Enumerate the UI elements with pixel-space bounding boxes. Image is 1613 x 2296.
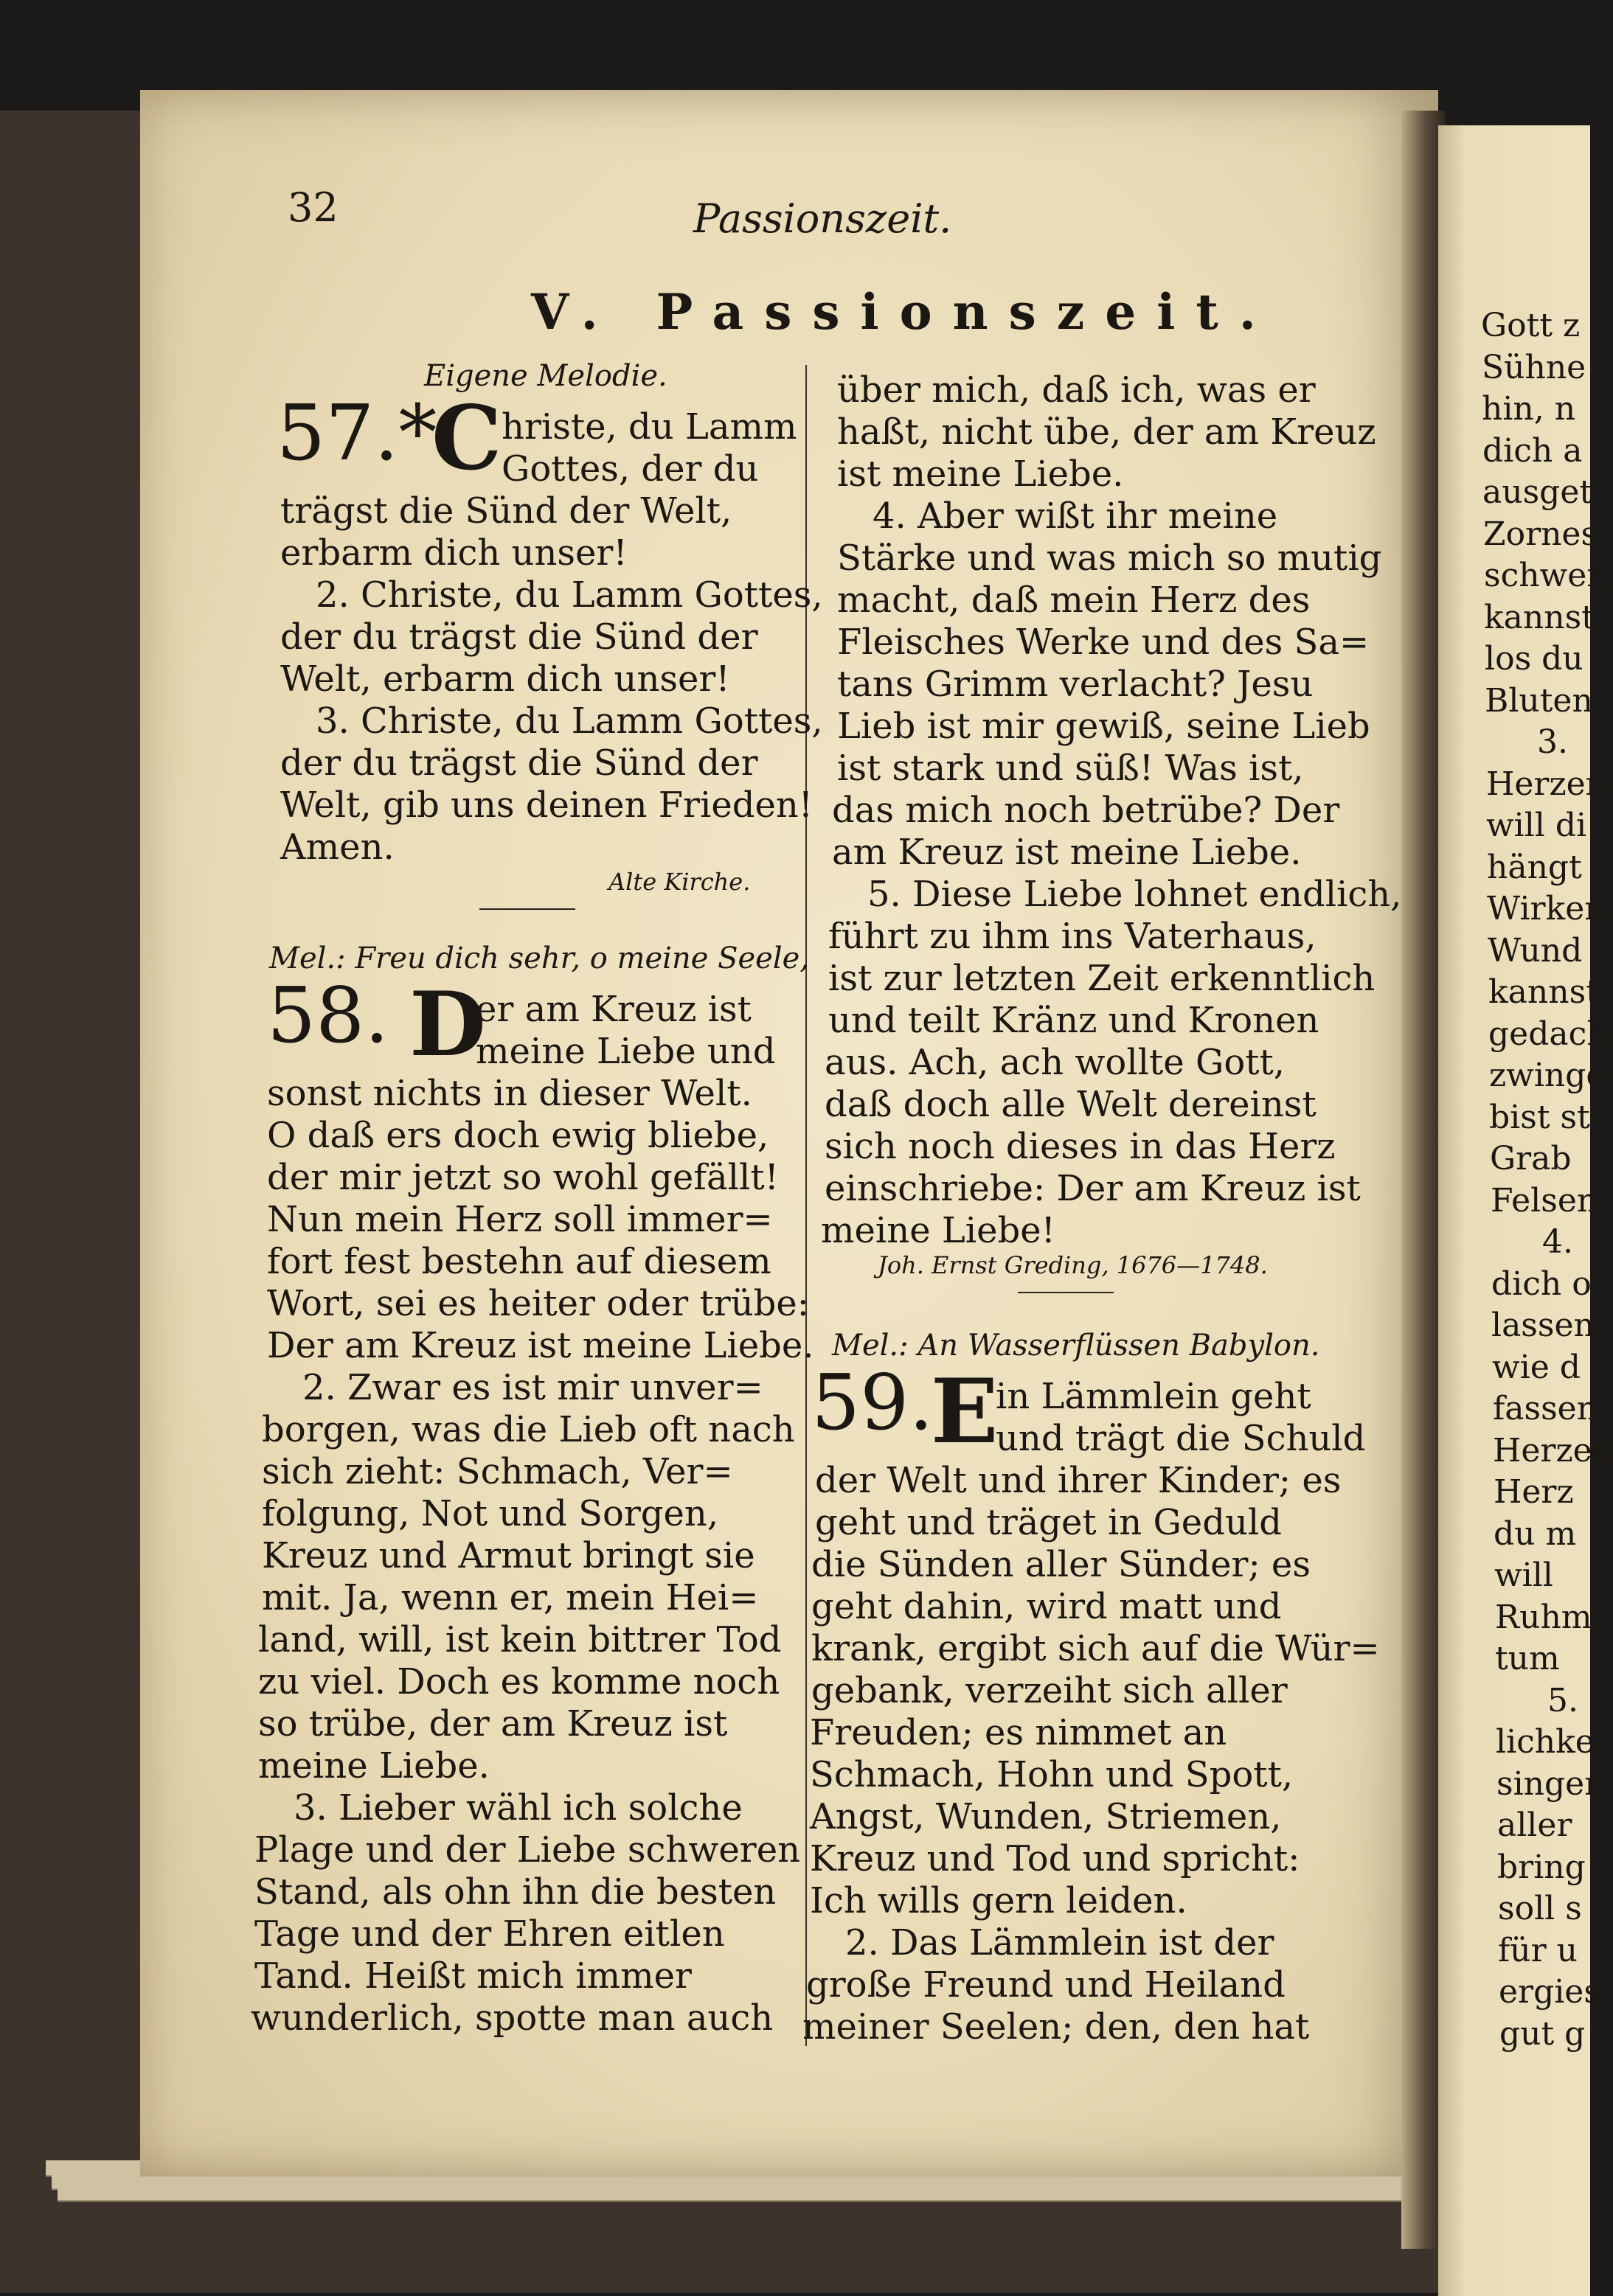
verse-line: sich zieht: Schmach, Ver= xyxy=(262,1451,733,1492)
verse-line: ist stark und süß! Was ist, xyxy=(837,748,1304,789)
facing-page-line: Ruhm xyxy=(1495,1598,1592,1636)
melody-note: Mel.: Freu dich sehr, o meine Seele, xyxy=(269,942,810,975)
facing-page-line: Zornes xyxy=(1483,515,1598,553)
facing-page-line: für u xyxy=(1498,1932,1578,1969)
melody-note: Eigene Melodie. xyxy=(424,359,667,393)
facing-page-line: fassen. xyxy=(1493,1390,1609,1427)
verse-line: Freuden; es nimmet an xyxy=(810,1712,1227,1753)
page-edge xyxy=(58,2188,1444,2202)
facing-page-line: 4. xyxy=(1542,1223,1573,1261)
facing-page-line: soll s xyxy=(1498,1890,1582,1927)
verse-line: große Freund und Heiland xyxy=(806,1964,1286,2005)
verse-line: ist meine Liebe. xyxy=(837,453,1124,495)
facing-page-line: Herzen xyxy=(1493,1432,1613,1469)
verse-line: 5. Diese Liebe lohnet endlich, xyxy=(867,874,1402,915)
verse-line: erbarm dich unser! xyxy=(280,532,628,574)
facing-page-line: Herz xyxy=(1494,1473,1574,1511)
separator-rule xyxy=(479,908,575,910)
verse-line: haßt, nicht übe, der am Kreuz xyxy=(837,411,1376,453)
melody-note: Mel.: An Wasserflüssen Babylon. xyxy=(832,1329,1320,1363)
verse-line: die Sünden aller Sünder; es xyxy=(811,1544,1311,1585)
page-number: 32 xyxy=(288,184,339,231)
hymn-number: 57.* xyxy=(277,388,437,478)
section-title: V. Passionszeit. xyxy=(531,283,1277,341)
facing-page-line: ergies xyxy=(1499,1973,1600,2011)
verse-line: 3. Christe, du Lamm Gottes, xyxy=(316,700,823,742)
verse-line: O daß ers doch ewig bliebe, xyxy=(267,1115,769,1156)
verse-line: er am Kreuz ist xyxy=(476,989,752,1030)
verse-line: Angst, Wunden, Striemen, xyxy=(810,1796,1282,1837)
facing-page-line: will di xyxy=(1486,807,1587,844)
facing-page-line: lassen xyxy=(1491,1307,1595,1344)
facing-page-line: will xyxy=(1494,1556,1553,1594)
verse-line: 2. Das Lämmlein ist der xyxy=(845,1922,1274,1963)
attribution: Alte Kirche. xyxy=(608,868,751,896)
verse-line: Plage und der Liebe schweren xyxy=(254,1829,801,1871)
verse-line: Gottes, der du xyxy=(502,448,759,490)
facing-page-line: hängt xyxy=(1487,849,1582,886)
verse-line: folgung, Not und Sorgen, xyxy=(262,1493,719,1534)
verse-line: Stand, als ohn ihn die besten xyxy=(254,1871,777,1913)
hymn-number: 59. xyxy=(811,1357,934,1447)
attribution: Joh. Ernst Greding, 1676—1748. xyxy=(878,1251,1268,1279)
verse-line: Welt, erbarm dich unser! xyxy=(280,658,730,700)
facing-page-line: lichkei xyxy=(1496,1723,1605,1761)
verse-line: der Welt und ihrer Kinder; es xyxy=(815,1460,1342,1501)
facing-page-line: dich a xyxy=(1482,432,1583,470)
facing-page-line: 3. xyxy=(1537,723,1568,761)
verse-line: mit. Ja, wenn er, mein Hei= xyxy=(262,1577,759,1618)
verse-line: 2. Zwar es ist mir unver= xyxy=(302,1367,763,1408)
facing-page-line: Wund xyxy=(1488,932,1583,970)
facing-page-line: 5. xyxy=(1547,1682,1578,1719)
verse-line: ist zur letzten Zeit erkenntlich xyxy=(828,958,1376,999)
verse-line: aus. Ach, ach wollte Gott, xyxy=(825,1042,1286,1083)
verse-line: meine Liebe und xyxy=(476,1031,776,1072)
facing-page-line: Sühne xyxy=(1482,349,1586,386)
facing-page-line: schwer, xyxy=(1484,557,1609,594)
verse-line: Amen. xyxy=(280,827,395,868)
facing-page-line: du m xyxy=(1494,1515,1577,1553)
verse-line: über mich, daß ich, was er xyxy=(837,369,1316,411)
verse-line: Kreuz und Tod und spricht: xyxy=(810,1838,1300,1879)
verse-line: Ich wills gern leiden. xyxy=(810,1880,1187,1921)
verse-line: daß doch alle Welt dereinst xyxy=(825,1084,1317,1125)
verse-line: borgen, was die Lieb oft nach xyxy=(262,1409,795,1450)
drop-cap: E xyxy=(931,1360,999,1464)
facing-page-line: singen xyxy=(1496,1765,1606,1803)
verse-line: 4. Aber wißt ihr meine xyxy=(873,495,1278,537)
verse-line: Kreuz und Armut bringt sie xyxy=(262,1535,755,1576)
facing-page-line: wie d xyxy=(1492,1349,1581,1386)
verse-line: führt zu ihm ins Vaterhaus, xyxy=(828,916,1317,957)
verse-line: hriste, du Lamm xyxy=(502,406,797,448)
running-head: Passionszeit. xyxy=(693,195,952,242)
facing-page-line: dich o xyxy=(1491,1265,1592,1303)
facing-page-line: Felsen xyxy=(1491,1182,1598,1220)
verse-line: in Lämmlein geht xyxy=(996,1376,1311,1417)
verse-line: Schmach, Hohn und Spott, xyxy=(810,1754,1294,1795)
verse-line: so trübe, der am Kreuz ist xyxy=(258,1703,728,1744)
verse-line: sich noch dieses in das Herz xyxy=(825,1126,1336,1167)
verse-line: land, will, ist kein bittrer Tod xyxy=(258,1619,782,1660)
verse-line: krank, ergibt sich auf die Wür= xyxy=(811,1628,1380,1669)
verse-line: am Kreuz ist meine Liebe. xyxy=(832,832,1302,873)
verse-line: Tand. Heißt mich immer xyxy=(254,1955,692,1997)
verse-line: Lieb ist mir gewiß, seine Lieb xyxy=(837,706,1370,747)
verse-line: sonst nichts in dieser Welt. xyxy=(267,1073,752,1114)
facing-page-line: Herzen xyxy=(1486,765,1607,803)
hymn-number: 58. xyxy=(267,970,389,1060)
facing-page-line: zwinge xyxy=(1489,1057,1606,1094)
verse-line: meine Liebe. xyxy=(258,1745,490,1787)
drop-cap: D xyxy=(409,973,487,1076)
verse-line: Fleisches Werke und des Sa= xyxy=(837,622,1370,663)
facing-page-line: Gott z xyxy=(1481,307,1581,344)
verse-line: und trägt die Schuld xyxy=(996,1418,1366,1459)
verse-line: 3. Lieber wähl ich solche xyxy=(294,1787,743,1829)
verse-line: Tage und der Ehren eitlen xyxy=(254,1913,725,1955)
facing-page-line: gedach xyxy=(1488,1015,1608,1053)
verse-line: geht und träget in Geduld xyxy=(815,1502,1282,1543)
verse-line: der du trägst die Sünd der xyxy=(280,742,758,784)
verse-line: der du trägst die Sünd der xyxy=(280,616,758,658)
facing-page-line: bist st xyxy=(1489,1099,1590,1136)
facing-page-line: aller xyxy=(1497,1806,1572,1844)
drop-cap: C xyxy=(431,386,502,490)
verse-line: einschriebe: Der am Kreuz ist xyxy=(825,1168,1361,1209)
verse-line: Stärke und was mich so mutig xyxy=(837,538,1382,579)
separator-rule xyxy=(1018,1292,1114,1293)
facing-page-line: gut g xyxy=(1499,2015,1586,2053)
verse-line: Welt, gib uns deinen Frieden! xyxy=(280,785,814,826)
verse-line: 2. Christe, du Lamm Gottes, xyxy=(316,574,823,616)
verse-line: fort fest bestehn auf diesem xyxy=(267,1241,771,1282)
verse-line: meine Liebe! xyxy=(821,1210,1055,1251)
verse-line: Nun mein Herz soll immer= xyxy=(267,1199,773,1240)
facing-page-line: ausget xyxy=(1482,473,1593,511)
verse-line: Der am Kreuz ist meine Liebe. xyxy=(267,1325,814,1366)
facing-page-line: kannst xyxy=(1488,973,1599,1011)
verse-line: meiner Seelen; den, den hat xyxy=(802,2006,1310,2048)
verse-line: das mich noch betrübe? Der xyxy=(832,790,1340,831)
facing-page-line: kannst xyxy=(1484,599,1595,636)
facing-page-line: Bluten xyxy=(1485,682,1593,720)
verse-line: tans Grimm verlacht? Jesu xyxy=(837,664,1314,705)
verse-line: zu viel. Doch es komme noch xyxy=(258,1661,780,1702)
verse-line: macht, daß mein Herz des xyxy=(837,580,1311,621)
facing-page-line: los du xyxy=(1485,640,1583,678)
verse-line: trägst die Sünd der Welt, xyxy=(280,490,732,532)
verse-line: gebank, verzeiht sich aller xyxy=(811,1670,1288,1711)
facing-page-line: bring xyxy=(1497,1848,1586,1886)
column-divider xyxy=(805,365,807,2046)
facing-page-line: tum xyxy=(1495,1640,1560,1677)
facing-page-line: Grab xyxy=(1490,1140,1572,1177)
verse-line: und teilt Kränz und Kronen xyxy=(828,1000,1319,1041)
facing-page-line: Wirken xyxy=(1487,890,1606,928)
verse-line: wunderlich, spotte man auch xyxy=(251,1997,774,2039)
verse-line: der mir jetzt so wohl gefällt! xyxy=(267,1157,779,1198)
page-edge xyxy=(52,2175,1438,2190)
verse-line: Wort, sei es heiter oder trübe: xyxy=(267,1283,809,1324)
facing-page-line: hin, n xyxy=(1482,390,1576,428)
verse-line: geht dahin, wird matt und xyxy=(811,1586,1282,1627)
